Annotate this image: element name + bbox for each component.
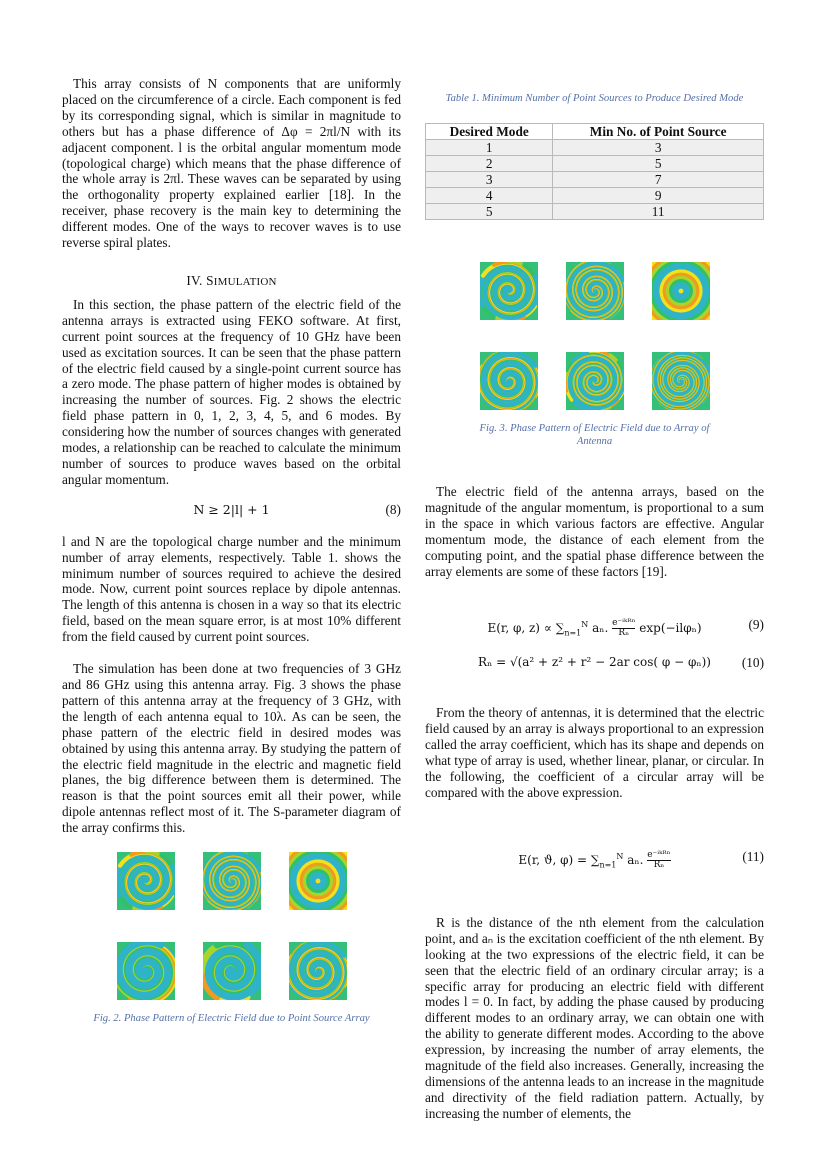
paragraph: l and N are the topological charge number and the minimum number of array elements, respectively. Table 1. shows the minimum number of sources required to achieve the desired mode. Now, current point sources replace by dipole antennas. The length of this antenna is chosen in a way so that its electric field, based on the mean square error, is at most 10% different from the field caused by current point sources. [62, 533, 401, 645]
table-row [426, 140, 764, 156]
equation-10 [425, 655, 764, 673]
phase-pattern-image [203, 942, 261, 1000]
table-cell: 11 [553, 204, 764, 220]
phase-pattern-image [480, 262, 538, 320]
paragraph: The simulation has been done at two frequencies of 3 GHz and 86 GHz using this antenna array. Fig. 3 shows the phase pattern of this antenna array at the frequency of 3 GHz, with the length of each antenna equal to 10λ. As can be seen, the phase pattern of the electric field in desired modes was obtained by using this antenna array. By studying the pattern of the electric field magnitude in the electric and magnetic field planes, the big difference between them is determined. The reason is that the point sources emit all their power, while dipole antennas reflect most of it. The S-parameter diagram of the array confirms this. [62, 661, 401, 836]
table-row [426, 204, 764, 220]
section-title-rest: IMULATION [213, 275, 277, 288]
table-cell: 4 [426, 188, 553, 204]
equation-body [425, 849, 764, 873]
equation-9 [425, 617, 764, 641]
figure-3-caption: Fig. 3. Phase Pattern of Electric Field due to Array of Antenna [479, 423, 710, 447]
equation-fraction [612, 619, 635, 638]
figure-2-phase-patterns [62, 852, 401, 1000]
equation-8 [62, 502, 401, 520]
equation-body [425, 617, 764, 641]
equation-number: (8) [385, 501, 401, 517]
paragraph: R is the distance of the nth element from the calculation point, and aₙ is the excitation coefficient of the nth element. By looking at the two expressions of the electric field, it can be seen that the electric field of an ordinary circular array; is a specific array for producing an electric field with different modes l = 0. In fact, by adding the phase caused by producing different modes to an ordinary array, we can obtain one with the ability to generate different modes. According to the above expression, by increasing the number of array elements, the magnitude of the field also increases. Generally, increasing the dimensions of the antenna leads to an increase in the magnitude and directivity of the field radiation pattern. Actually, by increasing the number of elements, the [425, 914, 764, 1121]
table-row [426, 188, 764, 204]
table-row [426, 172, 764, 188]
equation-number: (9) [748, 617, 764, 633]
table-row [426, 156, 764, 172]
table-cell: 9 [553, 188, 764, 204]
equation-11 [425, 849, 764, 873]
section-number: IV. [186, 272, 203, 288]
equation-number: (11) [742, 848, 764, 864]
equation-text: exp(−ilφₙ) [639, 621, 702, 636]
equation-number: (10) [741, 655, 764, 671]
equation-fraction [647, 851, 670, 870]
section-title-initial: S [206, 272, 214, 288]
table-header-min-sources: Min No. of Point Source [553, 124, 764, 140]
equation-text: aₙ. [627, 852, 644, 867]
figure-3-phase-patterns [425, 262, 764, 410]
paragraph: In this section, the phase pattern of the electric field of the antenna arrays is extracted using FEKO software. At first, current point sources at the frequency of 10 GHz have been used as excitation sources. It can be seen that the phase pattern of the electric field caused by a single-point current source has a zero mode. The phase pattern of higher modes is obtained by increasing the number of sources. Fig. 2 shows the electric field phase pattern in 0, 1, 2, 3, 4, 5, and 6 modes. By considering how the number of sources changes with generated modes, a relationship can be reached to calculate the minimum number of sources to produce waves based on the orbital angular momentum. [62, 296, 401, 487]
equation-text: E(r, ϑ, φ) = ∑ [518, 852, 600, 867]
section-heading [62, 273, 401, 291]
phase-pattern-image [203, 852, 261, 910]
fraction-denominator: Rₙ [647, 860, 670, 870]
figure-2-caption: Fig. 2. Phase Pattern of Electric Field due to Point Source Array [93, 1013, 370, 1025]
table-cell: 5 [553, 156, 764, 172]
left-column [62, 76, 401, 1025]
table-cell: 5 [426, 204, 553, 220]
phase-pattern-image [652, 262, 710, 320]
equation-body: N ≥ 2|l| + 1 [193, 501, 270, 517]
fraction-denominator: Rₙ [612, 628, 635, 638]
table-header-row [426, 124, 764, 140]
phase-pattern-image [652, 352, 710, 410]
table-header-desired-mode: Desired Mode [426, 124, 553, 140]
fraction-numerator: e⁻ⁱᵏᴿⁿ [647, 849, 671, 860]
table-cell: 7 [553, 172, 764, 188]
table-cell: 1 [426, 140, 553, 156]
right-column [425, 92, 764, 1122]
phase-pattern-image [480, 352, 538, 410]
equation-sup: N [616, 851, 624, 861]
paragraph: From the theory of antennas, it is determined that the electric field caused by an array is always proportional to an expression called the array coefficient, which has its shape and depends on what type of array is used, whether linear, planar, or circular. In the following, the coefficient of a circular array will be compared with the above expression. [425, 705, 764, 800]
paragraph: This array consists of N components that are uniformly placed on the circumference of a circle. Each component is fed by its corresponding signal, which is similar in magnitude to others but has a phase difference of Δφ = 2πl/N with its adjacent component. l is the orbital angular momentum mode (topological charge) which means that the phase difference of the whole array is 2πl. These waves can be separated by using the orthogonality property explained earlier [18]. In the receiver, phase recovery is the main key to determining the different modes. One of the ways to recover waves is to use reverse spiral plates. [62, 76, 401, 251]
table-1-caption: Table 1. Minimum Number of Point Sources to Produce Desired Mode [445, 93, 744, 104]
table-1 [425, 123, 764, 220]
equation-sub: n=1 [599, 860, 617, 870]
fraction-numerator: e⁻ⁱᵏᴿⁿ [612, 618, 636, 629]
equation-text: aₙ. [592, 621, 609, 636]
phase-pattern-image [117, 852, 175, 910]
table-cell: 3 [426, 172, 553, 188]
phase-pattern-image [566, 352, 624, 410]
phase-pattern-image [289, 852, 347, 910]
table-cell: 2 [426, 156, 553, 172]
phase-pattern-image [289, 942, 347, 1000]
equation-sup: N [581, 620, 589, 630]
equation-text: E(r, φ, z) ∝ ∑ [487, 621, 565, 636]
phase-pattern-image [117, 942, 175, 1000]
phase-pattern-image [566, 262, 624, 320]
paragraph: The electric field of the antenna arrays, based on the magnitude of the angular momentum, is proportional to a sum in the space in which various factors are effective. Angular momentum mode, the distance of each element from the computing point, and the spatial phase difference between the array elements are some of these factors [19]. [425, 484, 764, 579]
table-cell: 3 [553, 140, 764, 156]
equation-body: Rₙ = √(a² + z² + r² − 2ar cos( φ − φₙ)) [478, 655, 711, 670]
equation-sub: n=1 [564, 628, 582, 638]
